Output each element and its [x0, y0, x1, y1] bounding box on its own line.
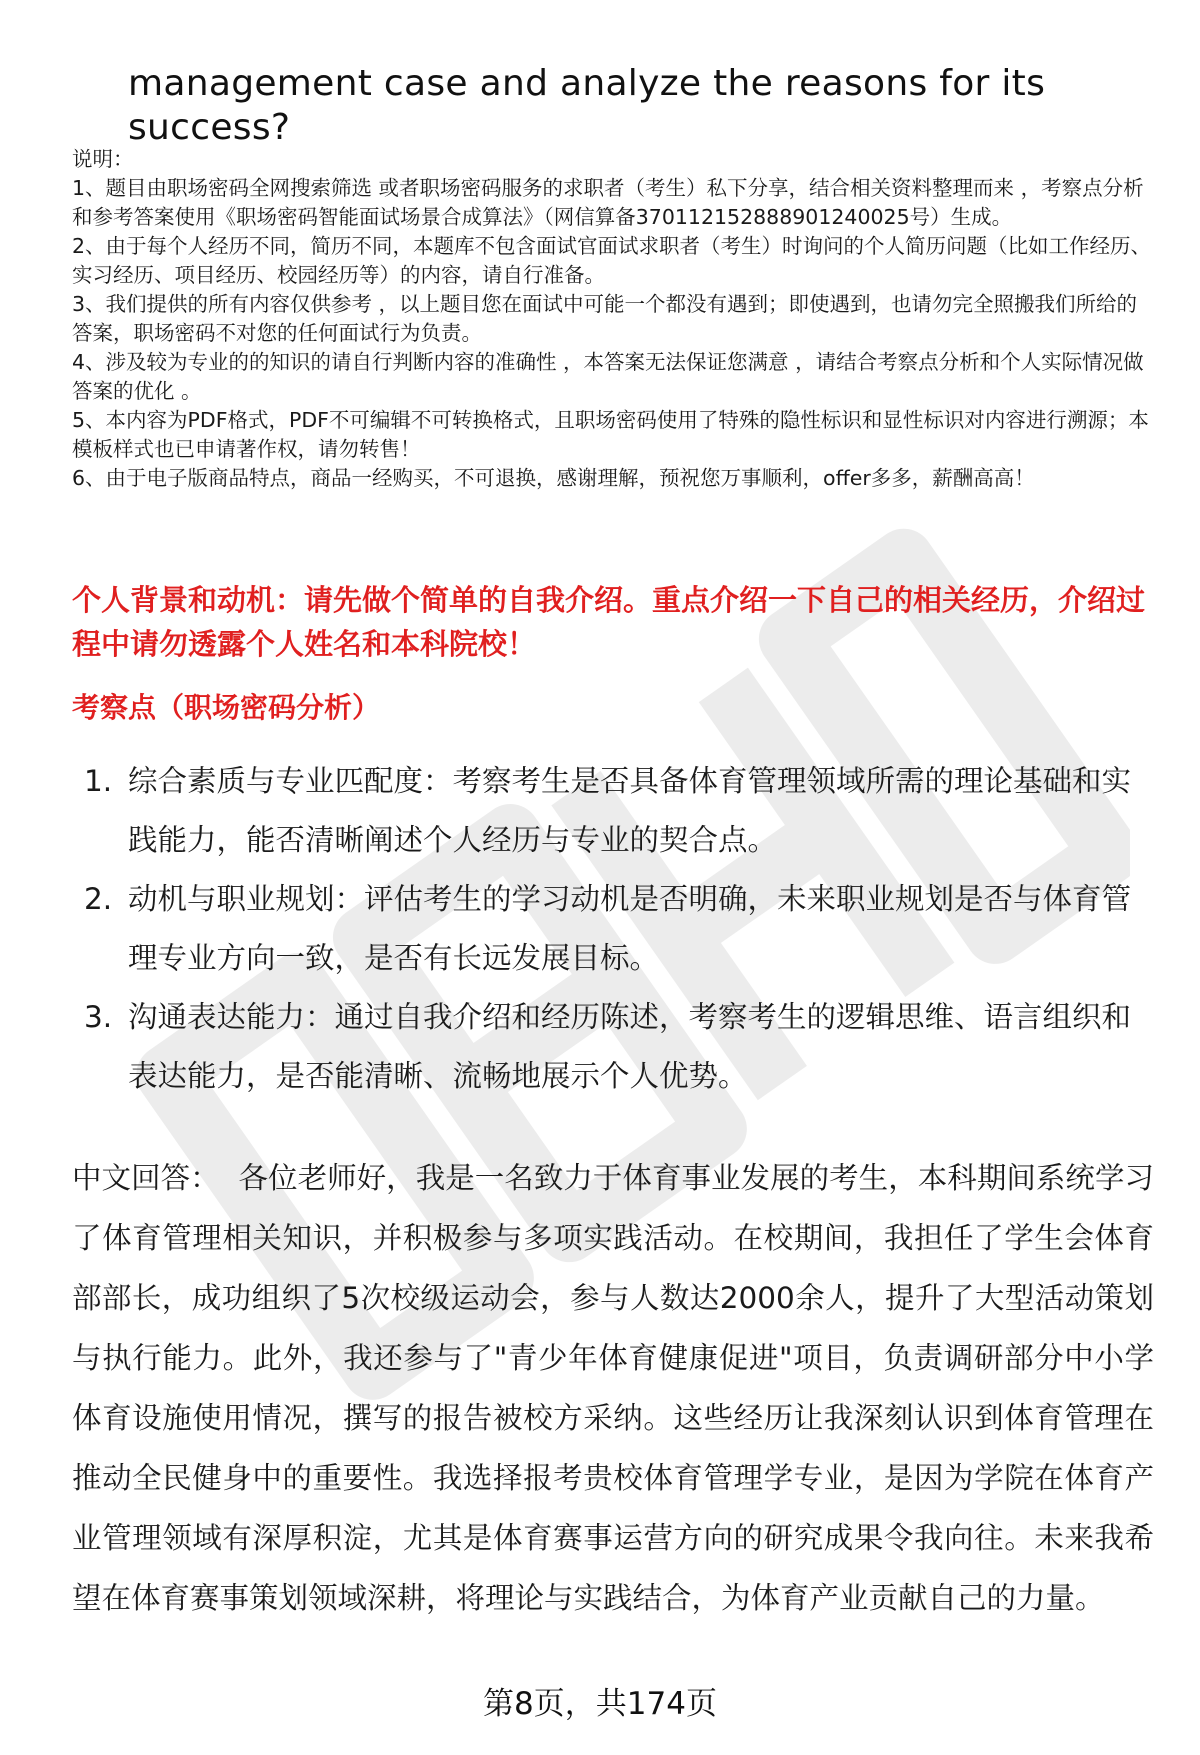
note-item: 2、由于每个人经历不同，简历不同，本题库不包含面试官面试求职者（考生）时询问的个人简历问题（比如工作经历、实习经历、项目经历、校园经历等）的内容，请自行准备。 [72, 234, 1152, 287]
point-text: 沟通表达能力：通过自我介绍和经历陈述，考察考生的逻辑思维、语言组织和表达能力，是否能清晰、流畅地展示个人优势。 [128, 1000, 1132, 1093]
answer-text: 各位老师好，我是一名致力于体育事业发展的考生，本科期间系统学习了体育管理相关知识，并积极参与多项实践活动。在校期间，我担任了学生会体育部部长，成功组织了5次校级运动会，参与人数达2000余人，提升了大型活动策划与执行能力。此外，我还参与了"青少年体育健康促进"项目，负责调研部分中小学体育设施使用情况，撰写的报告被校方采纳。这些经历让我深刻认识到体育管理在推动全民健身中的重要性。我选择报考贵校体育管理学专业，是因为学院在体育产业管理领域有深厚积淀，尤其是体育赛事运营方向的研究成果令我向往。未来我希望在体育赛事策划领域深耕，将理论与实践结合，为体育产业贡献自己的力量。 [72, 1161, 1154, 1615]
analysis-point [84, 988, 1154, 1106]
note-item: 3、我们提供的所有内容仅供参考 ，以上题目您在面试中可能一个都没有遇到；即使遇到，也请勿完全照搬我们所给的答案，职场密码不对您的任何面试行为负责。 [72, 292, 1138, 345]
analysis-heading: 考察点（职场密码分析） [72, 691, 381, 724]
point-number: 2. [84, 882, 113, 916]
notes-title: 说明： [72, 147, 134, 171]
point-text: 动机与职业规划：评估考生的学习动机是否明确，未来职业规划是否与体育管理专业方向一致，是否有长远发展目标。 [128, 882, 1132, 975]
point-number: 3. [84, 1000, 113, 1034]
note-item: 6、由于电子版商品特点，商品一经购买，不可退换，感谢理解，预祝您万事顺利，offer多多，薪酬高高！ [72, 466, 1035, 490]
analysis-point [84, 870, 1154, 988]
note-item: 5、本内容为PDF格式，PDF不可编辑不可转换格式，且职场密码使用了特殊的隐性标识和显性标识对内容进行溯源；本模板样式也已申请著作权，请勿转售！ [72, 408, 1149, 461]
answer-label: 中文回答： [72, 1161, 220, 1195]
point-text: 综合素质与专业匹配度：考察考生是否具备体育管理领域所需的理论基础和实践能力，能否清晰阐述个人经历与专业的契合点。 [128, 764, 1132, 857]
continued-question-line: management case and analyze the reasons for its success? [128, 63, 1046, 148]
point-number: 1. [84, 764, 113, 798]
disclaimer-notes [72, 145, 1152, 493]
analysis-point [84, 752, 1154, 870]
analysis-points [84, 752, 1154, 1106]
note-item: 4、涉及较为专业的的知识的请自行判断内容的准确性 ，本答案无法保证您满意 ，请结合考察点分析和个人实际情况做答案的优化 。 [72, 350, 1144, 403]
interview-question: 个人背景和动机：请先做个简单的自我介绍。重点介绍一下自己的相关经历，介绍过程中请勿透露个人姓名和本科院校！ [72, 583, 1146, 661]
page-number: 第8页，共174页 [483, 1686, 717, 1722]
sample-answer [72, 1148, 1154, 1628]
note-item: 1、题目由职场密码全网搜索筛选 或者职场密码服务的求职者（考生）私下分享，结合相关资料整理而来 ，考察点分析和参考答案使用《职场密码智能面试场景合成算法》（网信算备370112152888901240025号）生成。 [72, 176, 1144, 229]
